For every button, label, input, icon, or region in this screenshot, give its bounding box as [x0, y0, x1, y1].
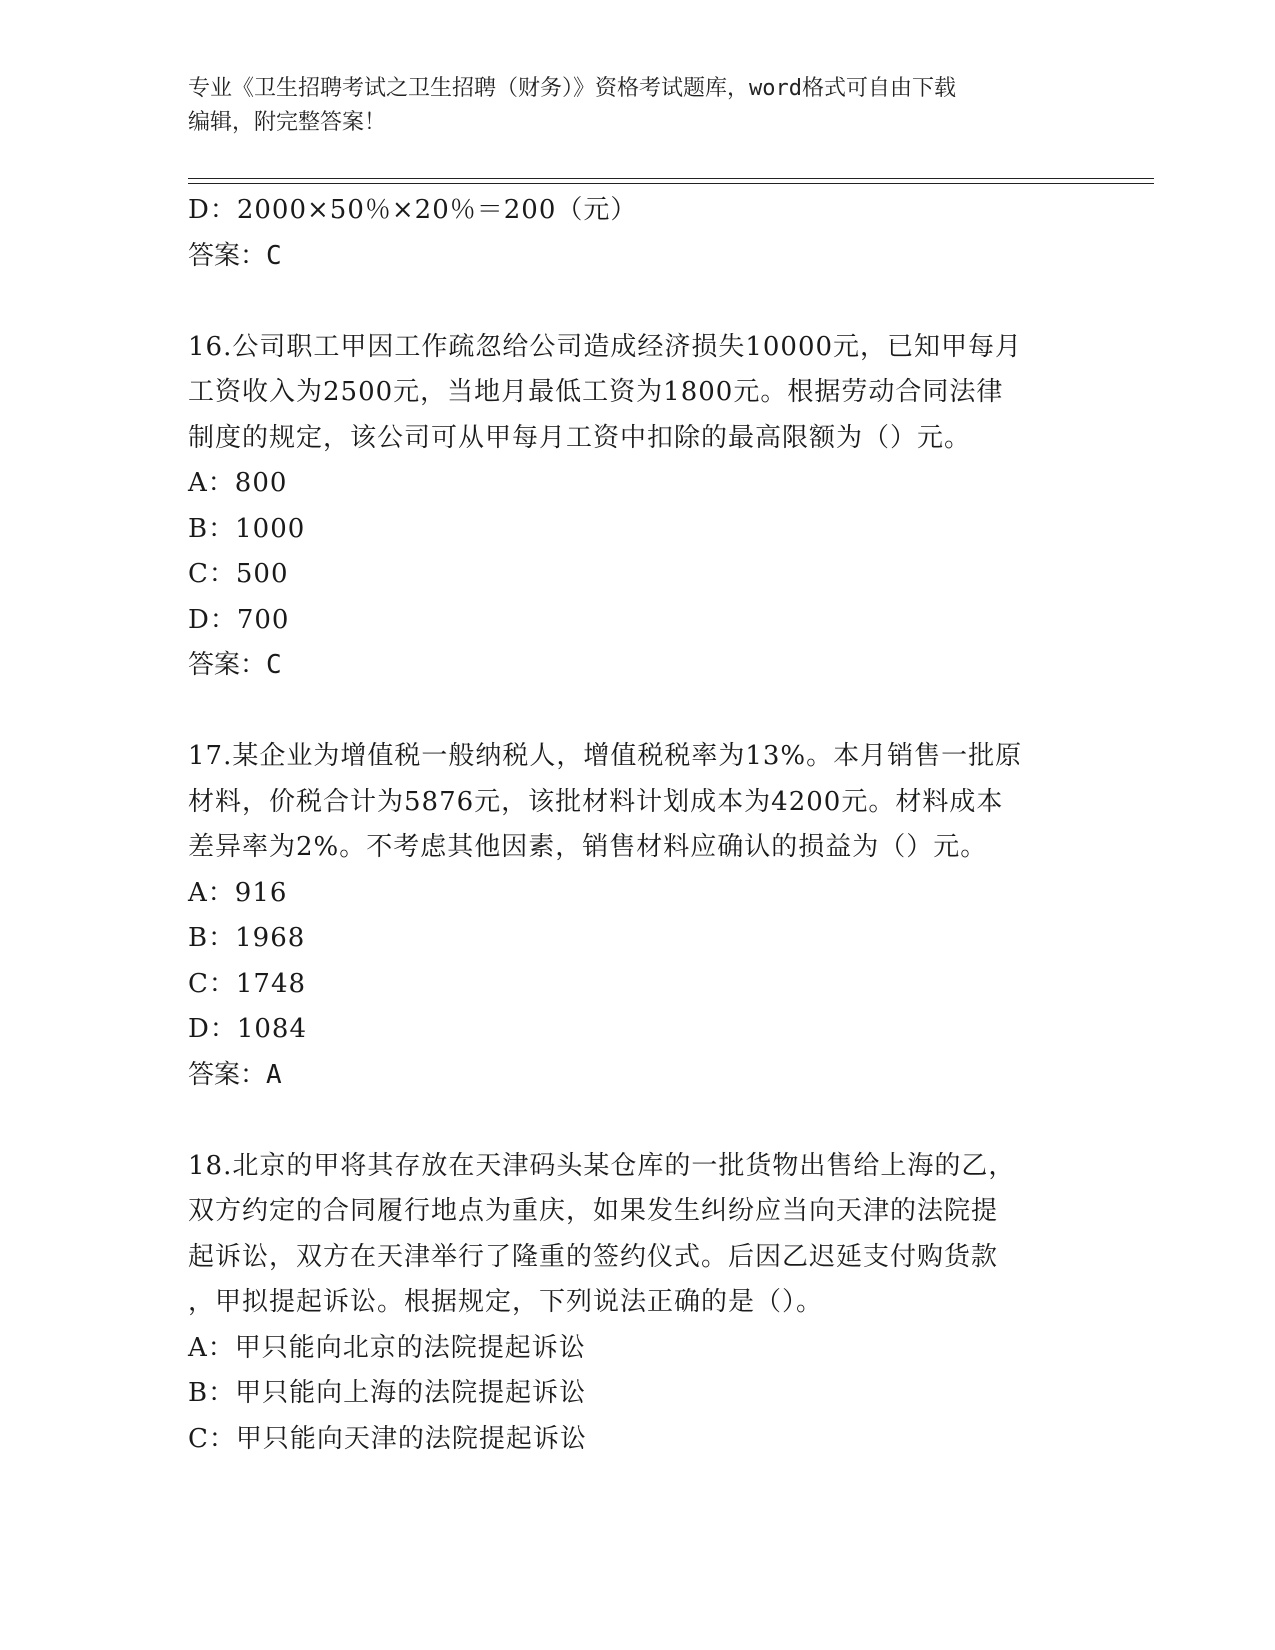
header-divider-top	[188, 178, 1154, 179]
option-d: D：700	[188, 604, 290, 635]
document-body	[188, 188, 1068, 1462]
document-header	[188, 72, 1068, 140]
header-line-1: 专业《卫生招聘考试之卫生招聘（财务）》资格考试题库，word格式可自由下载	[188, 76, 956, 101]
option-c: C：1748	[188, 968, 307, 999]
option-b: B：1000	[188, 513, 306, 544]
question-text-line: 差异率为2%。不考虑其他因素，销售材料应确认的损益为（）元。	[188, 832, 988, 862]
question-text-line: 起诉讼，双方在天津举行了隆重的签约仪式。后因乙迟延支付购货款	[188, 1241, 999, 1272]
question-text-line: 双方约定的合同履行地点为重庆，如果发生纠纷应当向天津的法院提	[188, 1196, 999, 1226]
option-a: A：916	[188, 877, 288, 908]
option-c: C：500	[188, 559, 289, 589]
option-b: B：1968	[188, 923, 306, 953]
question-18	[188, 1144, 1068, 1463]
header-divider-bottom	[188, 183, 1154, 184]
answer: 答案：C	[188, 240, 282, 271]
question-text-line: 材料，价税合计为5876元，该批材料计划成本为4200元。材料成本	[188, 786, 1004, 817]
question-text-line: 16.公司职工甲因工作疏忽给公司造成经济损失10000元，已知甲每月	[188, 331, 1023, 362]
question-text-line: 制度的规定，该公司可从甲每月工资中扣除的最高限额为（）元。	[188, 422, 972, 453]
option-d: D：2000×50％×20％＝200（元）	[188, 195, 638, 225]
question-text-line: ，甲拟提起诉讼。根据规定，下列说法正确的是（）。	[188, 1287, 824, 1317]
previous-question-tail	[188, 188, 1068, 279]
question-16	[188, 325, 1068, 689]
question-17	[188, 734, 1068, 1098]
option-a: A：甲只能向北京的法院提起诉讼	[188, 1332, 586, 1363]
option-c: C：甲只能向天津的法院提起诉讼	[188, 1423, 587, 1454]
answer: 答案：A	[188, 1059, 282, 1090]
option-a: A：800	[188, 468, 288, 498]
question-text-line: 17.某企业为增值税一般纳税人，增值税税率为13%。本月销售一批原	[188, 741, 1023, 771]
header-line-2: 编辑，附完整答案！	[188, 110, 387, 135]
answer: 答案：C	[188, 650, 282, 680]
option-d: D：1084	[188, 1014, 308, 1044]
option-b: B：甲只能向上海的法院提起诉讼	[188, 1378, 587, 1408]
question-text-line: 18.北京的甲将其存放在天津码头某仓库的一批货物出售给上海的乙，	[188, 1150, 1016, 1181]
question-text-line: 工资收入为2500元，当地月最低工资为1800元。根据劳动合同法律	[188, 377, 1004, 407]
